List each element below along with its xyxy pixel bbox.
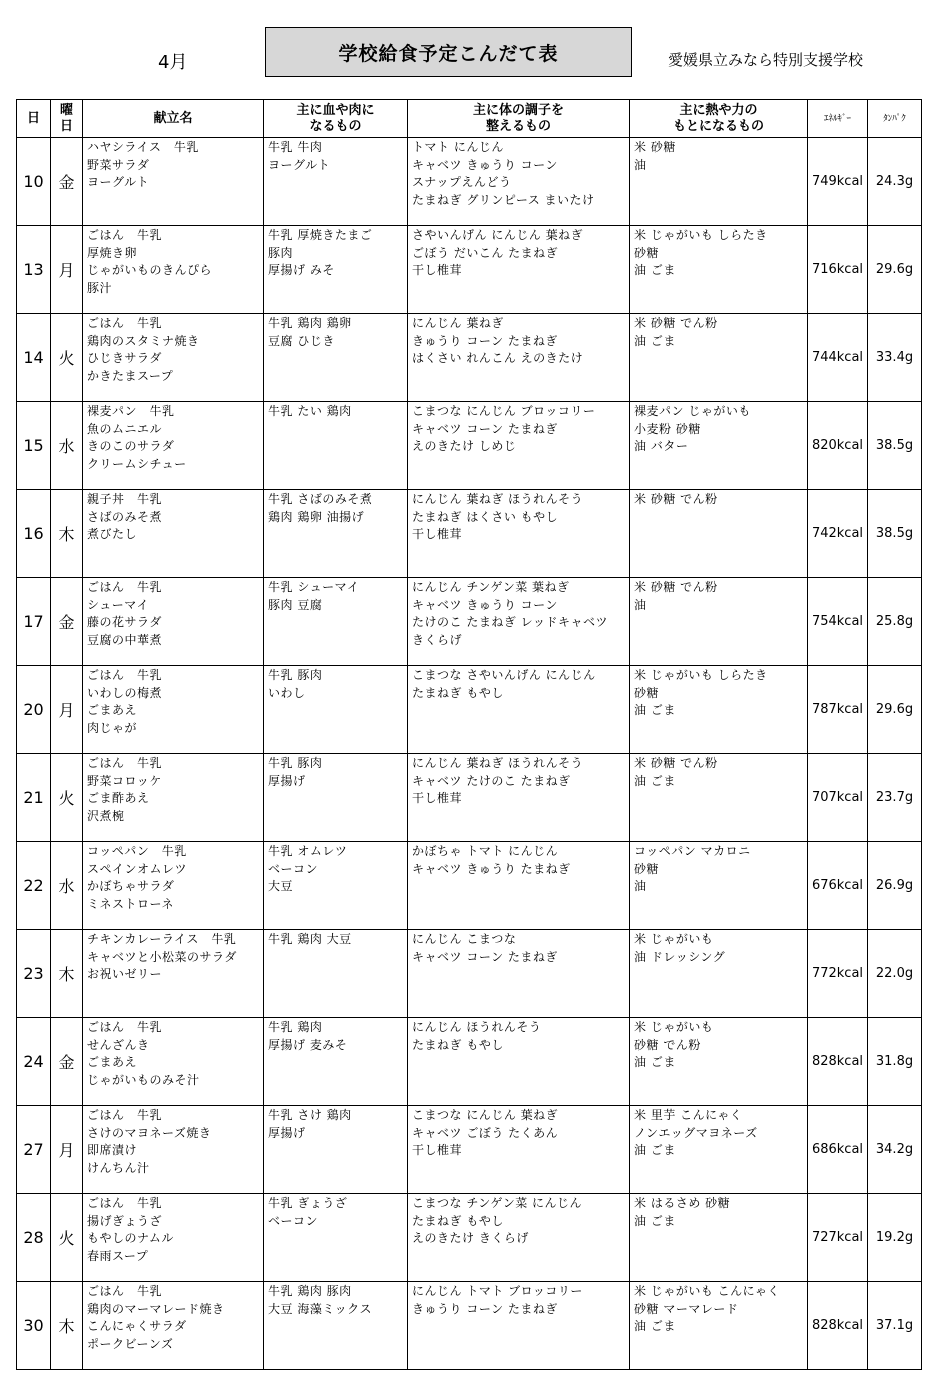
day-cell: 28: [17, 1194, 51, 1282]
protein-food-cell: [264, 1106, 408, 1194]
energy-food-cell-line: 砂糖: [634, 685, 660, 700]
vitamin-food-cell-line: キャベツ きゅうり コーン: [412, 597, 558, 612]
vitamin-food-cell: [408, 1018, 630, 1106]
energy-food-cell-line: 油 ごま: [634, 263, 676, 277]
menu-cell: [83, 314, 264, 402]
energy-food-cell-line: 裸麦パン じゃがいも: [634, 404, 751, 418]
vitamin-food-cell-line: にんじん 葉ねぎ ほうれんそう: [412, 492, 584, 506]
energy-food-cell-line: 砂糖: [634, 245, 660, 260]
vitamin-food-cell-line: キャベツ たけのこ たまねぎ: [412, 773, 571, 788]
vitamin-food-cell-line: たまねぎ もやし: [412, 1213, 504, 1228]
protein-food-cell-line: 牛乳 厚焼きたまご: [268, 228, 373, 242]
menu-cell-line: 豆腐の中華煮: [87, 632, 163, 647]
menu-cell: [83, 402, 264, 490]
protein-grams-cell: 19.2g: [868, 1194, 922, 1282]
weekday-cell: 火: [51, 1194, 83, 1282]
vitamin-food-cell-line: えのきたけ しめじ: [412, 439, 517, 453]
weekday-cell: 木: [51, 1282, 83, 1370]
energy-food-cell: [630, 1282, 808, 1370]
vitamin-food-cell-line: にんじん トマト ブロッコリー: [412, 1284, 583, 1298]
menu-cell-line: 厚焼き卵: [87, 245, 138, 260]
vitamin-food-cell-line: トマト にんじん: [412, 140, 504, 154]
energy-food-cell-line: 米 じゃがいも: [634, 932, 714, 946]
col-protein-food: 主に血や肉に なるもの: [264, 100, 408, 138]
menu-cell-line: かぼちゃサラダ: [87, 879, 175, 893]
menu-cell: [83, 842, 264, 930]
protein-grams-cell: 37.1g: [868, 1282, 922, 1370]
energy-cell: 749kcal: [808, 138, 868, 226]
energy-cell: 686kcal: [808, 1106, 868, 1194]
protein-food-cell-line: いわし: [268, 685, 306, 700]
menu-cell-line: クリームシチュー: [87, 456, 187, 471]
menu-cell-line: ごはん 牛乳: [87, 1020, 163, 1034]
protein-food-cell: [264, 138, 408, 226]
col-menu: 献立名: [83, 100, 264, 138]
protein-food-cell-line: 豆腐 ひじき: [268, 333, 335, 348]
vitamin-food-cell-line: きくらげ: [412, 632, 463, 647]
vitamin-food-cell-line: きゅうり コーン たまねぎ: [412, 1301, 558, 1316]
energy-food-cell-line: 油 ごま: [634, 1213, 676, 1228]
day-cell: 15: [17, 402, 51, 490]
energy-food-cell: [630, 138, 808, 226]
menu-cell-line: ひじきサラダ: [87, 351, 162, 365]
vitamin-food-cell-line: こまつな さやいんげん にんじん: [412, 668, 596, 682]
vitamin-food-cell-line: たまねぎ もやし: [412, 685, 504, 700]
menu-cell: [83, 490, 264, 578]
table-row: [17, 314, 922, 402]
vitamin-food-cell-line: たまねぎ はくさい もやし: [412, 509, 559, 524]
menu-cell-line: 魚のムニエル: [87, 421, 163, 436]
vitamin-food-cell-line: キャベツ コーン たまねぎ: [412, 421, 558, 436]
protein-food-cell-line: 牛乳 牛肉: [268, 140, 323, 154]
vitamin-food-cell-line: たけのこ たまねぎ レッドキャベツ: [412, 615, 609, 629]
energy-food-cell: [630, 402, 808, 490]
vitamin-food-cell-line: にんじん 葉ねぎ: [412, 316, 504, 330]
energy-cell: 742kcal: [808, 490, 868, 578]
vitamin-food-cell-line: たまねぎ グリンピース まいたけ: [412, 192, 595, 207]
energy-cell: 727kcal: [808, 1194, 868, 1282]
menu-cell-line: ポークビーンズ: [87, 1336, 174, 1351]
menu-cell-line: キャベツと小松菜のサラダ: [87, 949, 237, 964]
protein-food-cell: [264, 1018, 408, 1106]
menu-cell: [83, 578, 264, 666]
menu-cell-line: ごはん 牛乳: [87, 316, 163, 330]
protein-food-cell-line: 厚揚げ: [268, 773, 306, 788]
energy-cell: 676kcal: [808, 842, 868, 930]
weekday-cell: 金: [51, 578, 83, 666]
vitamin-food-cell-line: 干し椎茸: [412, 791, 463, 805]
menu-cell-line: 鶏肉のスタミナ焼き: [87, 333, 200, 348]
energy-food-cell: [630, 578, 808, 666]
protein-food-cell-line: 牛乳 さばのみそ煮: [268, 492, 373, 506]
menu-cell-line: 野菜コロッケ: [87, 773, 162, 788]
energy-cell: 828kcal: [808, 1018, 868, 1106]
protein-food-cell: [264, 930, 408, 1018]
energy-food-cell: [630, 1106, 808, 1194]
menu-cell-line: じゃがいものみそ汁: [87, 1072, 200, 1087]
protein-food-cell: [264, 666, 408, 754]
energy-food-cell-line: コッペパン マカロニ: [634, 844, 751, 858]
vitamin-food-cell: [408, 138, 630, 226]
menu-table: [16, 99, 922, 1370]
menu-cell: [83, 930, 264, 1018]
energy-food-cell: [630, 226, 808, 314]
protein-grams-cell: 33.4g: [868, 314, 922, 402]
vitamin-food-cell-line: こまつな チンゲン菜 にんじん: [412, 1196, 583, 1210]
energy-food-cell-line: 米 砂糖: [634, 140, 676, 154]
menu-cell: [83, 1282, 264, 1370]
protein-food-cell-line: 牛乳 たい 鶏肉: [268, 404, 352, 418]
menu-cell-line: ごはん 牛乳: [87, 1196, 163, 1210]
vitamin-food-cell: [408, 754, 630, 842]
table-row: [17, 402, 922, 490]
protein-grams-cell: 26.9g: [868, 842, 922, 930]
protein-food-cell-line: ベーコン: [268, 1213, 319, 1228]
energy-food-cell-line: 米 砂糖 でん粉: [634, 492, 718, 506]
menu-cell-line: ごはん 牛乳: [87, 1284, 163, 1298]
menu-cell-line: もやしのナムル: [87, 1231, 174, 1245]
protein-food-cell: [264, 578, 408, 666]
table-row: [17, 1106, 922, 1194]
protein-grams-cell: 23.7g: [868, 754, 922, 842]
energy-food-cell: [630, 842, 808, 930]
col-day: 日: [17, 100, 51, 138]
energy-food-cell-line: 米 はるさめ 砂糖: [634, 1196, 731, 1210]
menu-cell-line: けんちん汁: [87, 1160, 150, 1175]
protein-food-cell: [264, 490, 408, 578]
protein-grams-cell: 38.5g: [868, 490, 922, 578]
energy-food-cell-line: 米 里芋 こんにゃく: [634, 1108, 743, 1122]
menu-cell-line: かきたまスープ: [87, 368, 174, 383]
col-protein-grams: ﾀﾝﾊﾟｸ: [868, 100, 922, 138]
energy-food-cell-line: 油 ドレッシング: [634, 949, 726, 964]
day-cell: 30: [17, 1282, 51, 1370]
protein-food-cell-line: 牛乳 豚肉: [268, 668, 323, 682]
protein-food-cell-line: 牛乳 シューマイ: [268, 580, 360, 594]
vitamin-food-cell-line: キャベツ ごぼう たくあん: [412, 1125, 559, 1140]
menu-cell-line: 揚げぎょうざ: [87, 1213, 163, 1228]
protein-grams-cell: 29.6g: [868, 666, 922, 754]
month-label: 4月: [158, 52, 188, 73]
energy-food-cell-line: 米 砂糖 でん粉: [634, 580, 718, 594]
protein-grams-cell: 31.8g: [868, 1018, 922, 1106]
vitamin-food-cell: [408, 666, 630, 754]
menu-cell-line: ミネストローネ: [87, 896, 174, 911]
protein-food-cell-line: 鶏肉 鶏卵 油揚げ: [268, 509, 365, 524]
menu-cell-line: 鶏肉のマーマレード焼き: [87, 1301, 225, 1316]
vitamin-food-cell-line: にんじん ほうれんそう: [412, 1020, 542, 1034]
menu-cell-line: 肉じゃが: [87, 720, 138, 735]
table-row: [17, 754, 922, 842]
menu-cell: [83, 138, 264, 226]
menu-cell-line: ごまあえ: [87, 1055, 138, 1069]
protein-grams-cell: 24.3g: [868, 138, 922, 226]
menu-cell-line: 豚汁: [87, 280, 113, 295]
menu-cell-line: こんにゃくサラダ: [87, 1319, 187, 1333]
energy-cell: 754kcal: [808, 578, 868, 666]
weekday-cell: 水: [51, 402, 83, 490]
energy-food-cell: [630, 1194, 808, 1282]
protein-food-cell-line: 牛乳 鶏肉 豚肉: [268, 1284, 352, 1298]
menu-cell-line: ごま酢あえ: [87, 791, 150, 805]
menu-cell-line: 煮びたし: [87, 527, 138, 541]
day-cell: 22: [17, 842, 51, 930]
protein-grams-cell: 22.0g: [868, 930, 922, 1018]
menu-cell: [83, 1018, 264, 1106]
vitamin-food-cell-line: こまつな にんじん 葉ねぎ: [412, 1108, 559, 1122]
school-name: 愛媛県立みなら特別支援学校: [668, 51, 864, 69]
protein-food-cell-line: 牛乳 豚肉: [268, 756, 323, 770]
weekday-cell: 月: [51, 1106, 83, 1194]
protein-food-cell-line: 牛乳 鶏肉 鶏卵: [268, 316, 352, 330]
vitamin-food-cell-line: こまつな にんじん ブロッコリー: [412, 404, 596, 418]
table-row: [17, 1194, 922, 1282]
menu-cell-line: チキンカレーライス 牛乳: [87, 932, 237, 946]
vitamin-food-cell: [408, 578, 630, 666]
protein-food-cell: [264, 842, 408, 930]
day-cell: 16: [17, 490, 51, 578]
weekday-cell: 金: [51, 1018, 83, 1106]
protein-grams-cell: 38.5g: [868, 402, 922, 490]
weekday-cell: 木: [51, 930, 83, 1018]
vitamin-food-cell: [408, 402, 630, 490]
day-cell: 23: [17, 930, 51, 1018]
protein-grams-cell: 34.2g: [868, 1106, 922, 1194]
energy-cell: 772kcal: [808, 930, 868, 1018]
protein-food-cell-line: 厚揚げ 麦みそ: [268, 1037, 348, 1052]
table-row: [17, 666, 922, 754]
energy-food-cell: [630, 1018, 808, 1106]
vitamin-food-cell-line: スナップえんどう: [412, 175, 512, 189]
protein-food-cell: [264, 314, 408, 402]
protein-grams-cell: 29.6g: [868, 226, 922, 314]
vitamin-food-cell: [408, 842, 630, 930]
table-row: [17, 842, 922, 930]
table-row: [17, 226, 922, 314]
menu-cell-line: ごまあえ: [87, 703, 138, 717]
menu-cell-line: きのこのサラダ: [87, 439, 175, 453]
energy-cell: 707kcal: [808, 754, 868, 842]
day-cell: 24: [17, 1018, 51, 1106]
energy-food-cell-line: 油: [634, 597, 647, 612]
vitamin-food-cell: [408, 314, 630, 402]
menu-cell-line: 沢煮椀: [87, 808, 125, 823]
page-title: 学校給食予定こんだて表: [265, 27, 632, 77]
menu-cell: [83, 754, 264, 842]
energy-food-cell-line: ノンエッグマヨネーズ: [634, 1125, 758, 1140]
energy-food-cell-line: 油: [634, 157, 647, 172]
menu-cell-line: さけのマヨネーズ焼き: [87, 1125, 212, 1140]
vitamin-food-cell: [408, 1106, 630, 1194]
vitamin-food-cell: [408, 1194, 630, 1282]
protein-food-cell: [264, 1194, 408, 1282]
menu-cell-line: ごはん 牛乳: [87, 1108, 163, 1122]
menu-cell: [83, 1194, 264, 1282]
protein-food-cell-line: 牛乳 鶏肉: [268, 1020, 323, 1034]
protein-food-cell: [264, 1282, 408, 1370]
weekday-cell: 火: [51, 754, 83, 842]
vitamin-food-cell-line: ごぼう だいこん たまねぎ: [412, 245, 559, 260]
energy-food-cell: [630, 930, 808, 1018]
table-row: [17, 1018, 922, 1106]
menu-cell-line: さばのみそ煮: [87, 509, 163, 524]
vitamin-food-cell-line: にんじん チンゲン菜 葉ねぎ: [412, 580, 570, 594]
vitamin-food-cell-line: えのきたけ きくらげ: [412, 1231, 529, 1245]
energy-food-cell-line: 米 じゃがいも しらたき: [634, 668, 768, 682]
menu-cell-line: 藤の花サラダ: [87, 615, 162, 629]
day-cell: 21: [17, 754, 51, 842]
energy-food-cell: [630, 314, 808, 402]
vitamin-food-cell: [408, 226, 630, 314]
menu-cell-line: ごはん 牛乳: [87, 228, 163, 242]
vitamin-food-cell-line: 干し椎茸: [412, 263, 463, 277]
energy-food-cell: [630, 490, 808, 578]
menu-cell: [83, 666, 264, 754]
vitamin-food-cell-line: キャベツ きゅうり たまねぎ: [412, 861, 571, 876]
vitamin-food-cell: [408, 1282, 630, 1370]
energy-food-cell-line: 米 じゃがいも しらたき: [634, 228, 768, 242]
protein-food-cell-line: 牛乳 鶏肉 大豆: [268, 932, 352, 946]
menu-cell-line: スペインオムレツ: [87, 861, 188, 876]
menu-cell-line: 裸麦パン 牛乳: [87, 404, 175, 418]
table-row: [17, 490, 922, 578]
day-cell: 10: [17, 138, 51, 226]
menu-cell: [83, 226, 264, 314]
menu-cell-line: お祝いゼリー: [87, 967, 163, 981]
protein-food-cell-line: 豚肉: [268, 245, 294, 260]
energy-food-cell-line: 油 ごま: [634, 1319, 676, 1333]
menu-cell-line: ヨーグルト: [87, 175, 150, 189]
menu-cell-line: 野菜サラダ: [87, 157, 150, 172]
menu-cell-line: ハヤシライス 牛乳: [87, 140, 199, 154]
table-row: [17, 578, 922, 666]
weekday-cell: 水: [51, 842, 83, 930]
protein-food-cell-line: ベーコン: [268, 861, 319, 876]
menu-cell-line: いわしの梅煮: [87, 685, 163, 700]
vitamin-food-cell-line: はくさい れんこん えのきたけ: [412, 351, 584, 365]
energy-food-cell-line: 油 ごま: [634, 333, 676, 348]
protein-food-cell: [264, 754, 408, 842]
menu-cell: [83, 1106, 264, 1194]
protein-grams-cell: 25.8g: [868, 578, 922, 666]
vitamin-food-cell-line: にんじん こまつな: [412, 932, 517, 946]
weekday-cell: 火: [51, 314, 83, 402]
energy-food-cell-line: 米 じゃがいも: [634, 1020, 714, 1034]
vitamin-food-cell-line: にんじん 葉ねぎ ほうれんそう: [412, 756, 584, 770]
protein-food-cell: [264, 226, 408, 314]
menu-cell-line: 親子丼 牛乳: [87, 492, 163, 506]
menu-cell-line: せんざんき: [87, 1037, 150, 1052]
energy-food-cell-line: 油 ごま: [634, 703, 676, 717]
protein-food-cell-line: 牛乳 オムレツ: [268, 844, 348, 858]
energy-food-cell-line: 砂糖 マーマレード: [634, 1301, 739, 1316]
weekday-cell: 月: [51, 666, 83, 754]
table-header-row: [17, 100, 922, 138]
menu-cell-line: 春雨スープ: [87, 1248, 149, 1263]
weekday-cell: 金: [51, 138, 83, 226]
menu-cell-line: ごはん 牛乳: [87, 756, 163, 770]
vitamin-food-cell-line: 干し椎茸: [412, 527, 463, 541]
col-energy: ｴﾈﾙｷﾞｰ: [808, 100, 868, 138]
energy-food-cell-line: 小麦粉 砂糖: [634, 421, 701, 436]
energy-cell: 828kcal: [808, 1282, 868, 1370]
energy-food-cell: [630, 666, 808, 754]
energy-food-cell-line: 油: [634, 879, 647, 893]
energy-cell: 787kcal: [808, 666, 868, 754]
table-row: [17, 138, 922, 226]
energy-cell: 744kcal: [808, 314, 868, 402]
energy-food-cell-line: 砂糖 でん粉: [634, 1037, 701, 1052]
energy-food-cell-line: 米 砂糖 でん粉: [634, 316, 718, 330]
table-row: [17, 930, 922, 1018]
protein-food-cell-line: 牛乳 さけ 鶏肉: [268, 1108, 352, 1122]
vitamin-food-cell-line: キャベツ きゅうり コーン: [412, 157, 558, 172]
vitamin-food-cell-line: キャベツ コーン たまねぎ: [412, 949, 558, 964]
day-cell: 20: [17, 666, 51, 754]
energy-cell: 820kcal: [808, 402, 868, 490]
protein-food-cell-line: 牛乳 ぎょうざ: [268, 1196, 348, 1210]
table-row: [17, 1282, 922, 1370]
energy-food-cell-line: 米 じゃがいも こんにゃく: [634, 1284, 780, 1298]
protein-food-cell-line: 大豆 海藻ミックス: [268, 1301, 372, 1316]
day-cell: 13: [17, 226, 51, 314]
day-cell: 27: [17, 1106, 51, 1194]
energy-food-cell-line: 油 ごま: [634, 1055, 676, 1069]
col-vitamin-food: 主に体の調子を 整えるもの: [408, 100, 630, 138]
day-cell: 14: [17, 314, 51, 402]
vitamin-food-cell: [408, 930, 630, 1018]
vitamin-food-cell-line: さやいんげん にんじん 葉ねぎ: [412, 228, 584, 242]
col-energy-food: 主に熱や力の もとになるもの: [630, 100, 808, 138]
menu-cell-line: ごはん 牛乳: [87, 668, 163, 682]
protein-food-cell-line: 厚揚げ みそ: [268, 263, 335, 277]
protein-food-cell-line: 厚揚げ: [268, 1125, 306, 1140]
weekday-cell: 月: [51, 226, 83, 314]
energy-food-cell: [630, 754, 808, 842]
col-weekday: 曜 日: [51, 100, 83, 138]
weekday-cell: 木: [51, 490, 83, 578]
energy-cell: 716kcal: [808, 226, 868, 314]
energy-food-cell-line: 油 バター: [634, 439, 689, 453]
vitamin-food-cell-line: 干し椎茸: [412, 1143, 463, 1157]
energy-food-cell-line: 米 砂糖 でん粉: [634, 756, 718, 770]
menu-cell-line: 即席漬け: [87, 1143, 138, 1157]
protein-food-cell-line: ヨーグルト: [268, 157, 331, 172]
energy-food-cell-line: 砂糖: [634, 861, 660, 876]
menu-cell-line: コッペパン 牛乳: [87, 844, 187, 858]
day-cell: 17: [17, 578, 51, 666]
menu-cell-line: じゃがいものきんぴら: [87, 263, 213, 277]
vitamin-food-cell: [408, 490, 630, 578]
protein-food-cell-line: 大豆: [268, 879, 294, 893]
vitamin-food-cell-line: たまねぎ もやし: [412, 1037, 504, 1052]
menu-cell-line: ごはん 牛乳: [87, 580, 163, 594]
vitamin-food-cell-line: きゅうり コーン たまねぎ: [412, 333, 558, 348]
energy-food-cell-line: 油 ごま: [634, 773, 676, 788]
protein-food-cell: [264, 402, 408, 490]
menu-cell-line: シューマイ: [87, 597, 150, 612]
vitamin-food-cell-line: かぼちゃ トマト にんじん: [412, 844, 559, 858]
protein-food-cell-line: 豚肉 豆腐: [268, 597, 323, 612]
energy-food-cell-line: 油 ごま: [634, 1143, 676, 1157]
